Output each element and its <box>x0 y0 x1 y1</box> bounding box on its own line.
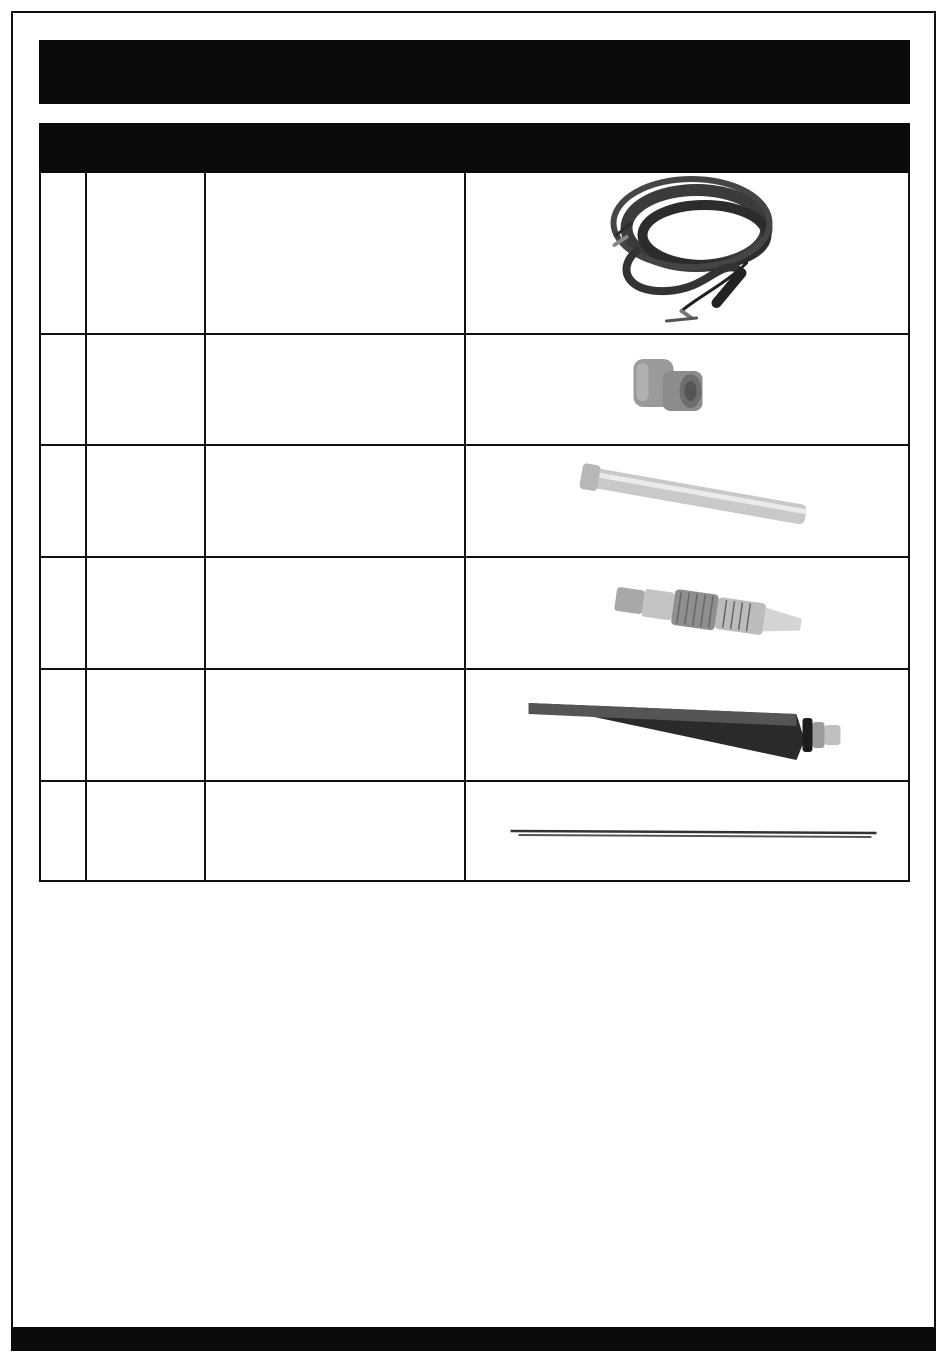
nozzle-image <box>466 335 908 444</box>
part-description <box>206 558 466 668</box>
part-code <box>87 173 206 333</box>
table-row <box>39 670 910 782</box>
part-description <box>206 782 466 880</box>
row-number <box>41 446 87 556</box>
footer-bar <box>11 1327 936 1351</box>
part-code <box>87 335 206 444</box>
row-number <box>41 335 87 444</box>
row-number <box>41 173 87 333</box>
parts-table <box>39 123 910 882</box>
part-description <box>206 446 466 556</box>
part-description <box>206 173 466 333</box>
table-row <box>39 782 910 882</box>
part-code <box>87 670 206 780</box>
table-row <box>39 558 910 670</box>
part-description <box>206 670 466 780</box>
part-image-cell <box>466 335 908 444</box>
part-image-cell <box>466 670 908 780</box>
collet-image <box>466 446 908 556</box>
table-row <box>39 335 910 446</box>
part-description <box>206 335 466 444</box>
row-number <box>41 558 87 668</box>
table-row <box>39 173 910 335</box>
part-image-cell <box>466 558 908 668</box>
part-image-cell <box>466 173 908 333</box>
part-code <box>87 446 206 556</box>
page-title-bar <box>39 40 910 104</box>
torch-cable-image <box>466 173 908 333</box>
row-number <box>41 670 87 780</box>
back-cap-image <box>466 670 908 780</box>
table-header <box>39 123 910 173</box>
part-code <box>87 782 206 880</box>
part-image-cell <box>466 446 908 556</box>
part-image-cell <box>466 782 908 880</box>
part-code <box>87 558 206 668</box>
electrodes-image <box>466 782 908 880</box>
collet-body-image <box>466 558 908 668</box>
row-number <box>41 782 87 880</box>
table-row <box>39 446 910 558</box>
